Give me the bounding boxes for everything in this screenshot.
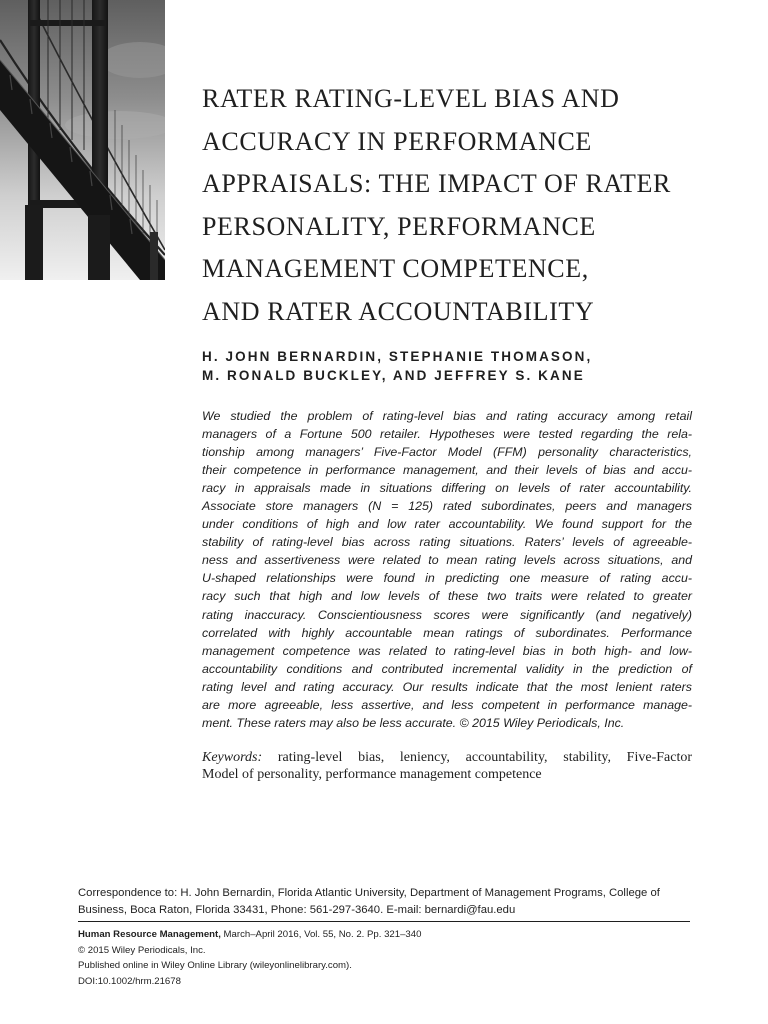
abstract-line: managers of a Fortune 500 retailer. Hypotheses were tested regarding the rela- — [202, 427, 692, 442]
abstract-line: accountability conditions and contributed incremental validity in the prediction of — [202, 661, 692, 676]
abstract-line: ness and assertiveness were related to mean rating levels across situations, and — [202, 553, 692, 568]
bridge-photo — [0, 0, 165, 280]
abstract — [202, 407, 692, 732]
correspondence-line: Business, Boca Raton, Florida 33431, Phone: 561-297-3640. E-mail: bernardi@fau.edu — [78, 904, 516, 916]
title-line: PERSONALITY, PERFORMANCE — [202, 211, 596, 241]
abstract-line: Associate store managers (N = 125) rated subordinates, peers and managers — [202, 499, 692, 514]
publication-footer — [78, 927, 690, 989]
abstract-line: U-shaped relationships were found in predicting one measure of rating accu- — [202, 571, 692, 586]
title-line: ACCURACY IN PERFORMANCE — [202, 126, 592, 156]
title-line: RATER RATING-LEVEL BIAS AND — [202, 84, 620, 113]
abstract-line: ment. These raters may also be less accurate. © 2015 Wiley Periodicals, Inc. — [202, 715, 625, 730]
abstract-line: tionship among managers’ Five-Factor Model (FFM) personality characteristics, — [202, 445, 692, 460]
title-line: AND RATER ACCOUNTABILITY — [202, 296, 595, 326]
correspondence-line: Correspondence to: H. John Bernardin, Florida Atlantic University, Department of Management Programs, College of — [78, 887, 660, 899]
abstract-line: rating inaccuracy. Conscientiousness scores were significantly (and negatively) — [202, 607, 692, 622]
abstract-line: stability of rating-level bias across rating situations. Raters’ levels of agreeable- — [202, 535, 692, 550]
abstract-line: racy in appraisals made in situations differing on levels of rater accountability. — [202, 481, 692, 496]
author-list — [202, 347, 702, 385]
abstract-line: We studied the problem of rating-level bias and rating accuracy among retail — [202, 409, 692, 423]
keywords — [202, 749, 692, 783]
journal-name: Human Resource Management, — [78, 929, 221, 940]
keywords-line — [202, 749, 692, 766]
abstract-line: are more agreeable, less assertive, and less competent in performance manage- — [202, 697, 692, 712]
abstract-line: under conditions of high and low rater accountability. We found support for the — [202, 517, 692, 532]
correspondence-note — [78, 885, 690, 919]
keywords-text: rating-level bias, leniency, accountability, stability, Five-Factor — [277, 750, 692, 765]
title-line: APPRAISALS: THE IMPACT OF RATER — [202, 169, 671, 198]
author-line: M. RONALD BUCKLEY, AND JEFFREY S. KANE — [202, 368, 585, 383]
abstract-line: their competence in performance management, and their levels of bias and accu- — [202, 463, 692, 478]
copyright-notice: © 2015 Wiley Periodicals, Inc. — [78, 944, 206, 956]
published-online: Published online in Wiley Online Library (wileyonlinelibrary.com). — [78, 960, 352, 971]
abstract-line: rating level and rating accuracy. Our results indicate that the most lenient raters — [202, 679, 692, 694]
keywords-line: Model of personality, performance management competence — [202, 767, 542, 782]
title-line: MANAGEMENT COMPETENCE, — [202, 254, 589, 283]
abstract-line: racy such that high and low levels of these two traits were related to greater — [202, 589, 692, 604]
citation-details: March–April 2016, Vol. 55, No. 2. Pp. 321–340 — [220, 929, 422, 940]
journal-citation — [78, 927, 690, 943]
footer-divider — [78, 921, 690, 922]
keywords-label: Keywords: — [202, 750, 263, 765]
author-line: H. JOHN BERNARDIN, STEPHANIE THOMASON, — [202, 349, 593, 364]
doi: DOI:10.1002/hrm.21678 — [78, 975, 181, 987]
abstract-line: correlated with highly accountable mean ratings of subordinates. Performance — [202, 625, 692, 640]
abstract-line: management competence was related to rating-level bias in both high- and low- — [202, 643, 692, 658]
article-title — [202, 78, 722, 333]
